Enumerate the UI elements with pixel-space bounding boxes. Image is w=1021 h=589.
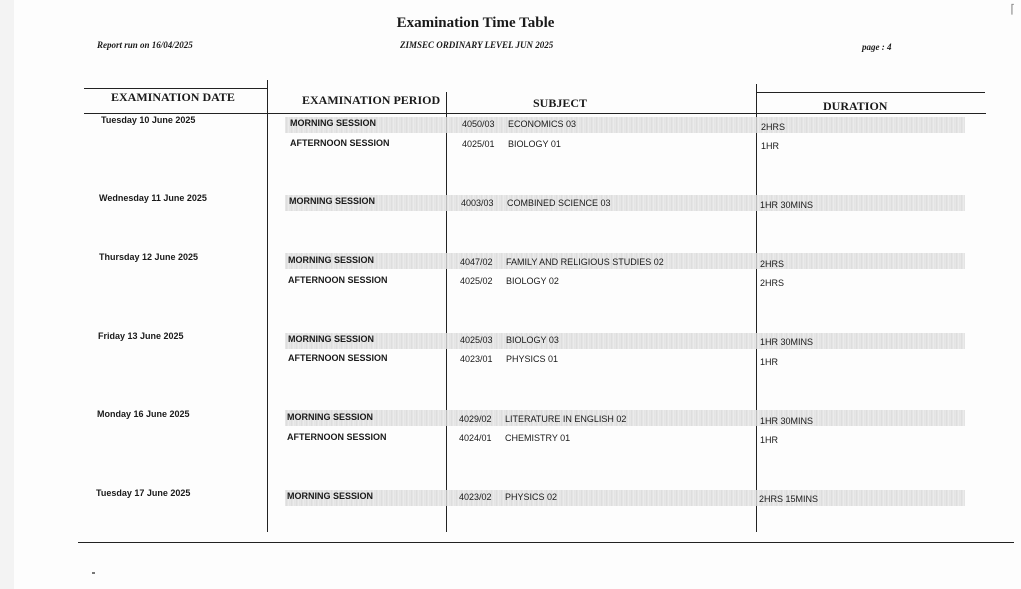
corner-mark: ⌈ <box>1010 2 1015 16</box>
exam-duration: 1HR <box>761 141 780 151</box>
subject-entry <box>462 119 576 129</box>
exam-duration: 2HRS 15MINS <box>759 494 819 504</box>
subject-name: BIOLOGY 01 <box>508 139 561 149</box>
exam-period: MORNING SESSION <box>288 334 375 344</box>
row-shading <box>285 490 965 506</box>
subject-code: 4050/03 <box>462 119 495 129</box>
row-shading <box>285 117 965 133</box>
exam-date: Thursday 12 June 2025 <box>99 252 199 262</box>
subject-name: PHYSICS 02 <box>505 492 558 502</box>
subject-entry <box>461 198 611 208</box>
page-number: page : 4 <box>862 42 892 52</box>
subject-code: 4023/01 <box>460 354 493 364</box>
subject-entry <box>462 139 561 149</box>
page-edge <box>0 0 14 589</box>
row-shading <box>285 333 965 349</box>
subject-entry <box>460 335 559 345</box>
subject-entry <box>460 276 559 286</box>
exam-period: AFTERNOON SESSION <box>290 138 390 148</box>
exam-subtitle: ZIMSEC ORDINARY LEVEL JUN 2025 <box>400 40 554 50</box>
subject-code: 4003/03 <box>461 198 494 208</box>
subject-entry <box>460 354 558 364</box>
subject-name: BIOLOGY 02 <box>506 276 559 286</box>
exam-duration: 1HR 30MINS <box>760 200 814 210</box>
subject-code: 4029/02 <box>459 414 492 424</box>
exam-period: AFTERNOON SESSION <box>287 432 387 442</box>
scan-speck <box>92 572 95 574</box>
header-subject: SUBJECT <box>533 96 588 110</box>
subject-code: 4024/01 <box>459 433 492 443</box>
exam-duration: 2HRS <box>760 278 785 288</box>
subject-code: 4025/02 <box>460 276 493 286</box>
subject-entry <box>459 492 557 502</box>
exam-period: AFTERNOON SESSION <box>288 353 388 363</box>
column-divider-3 <box>756 84 757 532</box>
subject-name: COMBINED SCIENCE 03 <box>507 198 611 208</box>
exam-period: MORNING SESSION <box>290 118 377 128</box>
subject-name: ECONOMICS 03 <box>508 119 577 129</box>
header-examination-period: EXAMINATION PERIOD <box>302 93 441 107</box>
exam-duration: 1HR <box>760 357 779 367</box>
exam-period: AFTERNOON SESSION <box>288 275 388 285</box>
exam-duration: 1HR 30MINS <box>760 337 814 347</box>
exam-duration: 1HR <box>760 435 779 445</box>
subject-code: 4025/03 <box>460 335 493 345</box>
exam-date: Friday 13 June 2025 <box>98 331 184 341</box>
header-duration: DURATION <box>823 99 888 113</box>
subject-entry <box>459 414 626 424</box>
header-top-rule <box>84 88 268 89</box>
exam-period: MORNING SESSION <box>289 196 376 206</box>
column-divider-2 <box>446 92 447 532</box>
table-bottom-rule <box>78 542 1014 543</box>
subject-name: CHEMISTRY 01 <box>505 433 571 443</box>
report-run-date: Report run on 16/04/2025 <box>97 40 193 50</box>
document-title: Examination Time Table <box>396 15 555 31</box>
subject-name: BIOLOGY 03 <box>506 335 559 345</box>
column-divider-1 <box>267 80 268 532</box>
header-top-rule-right <box>757 92 985 93</box>
header-examination-date: EXAMINATION DATE <box>111 90 235 104</box>
row-shading <box>285 195 965 211</box>
exam-date: Monday 16 June 2025 <box>97 409 190 419</box>
exam-duration: 1HR 30MINS <box>760 416 814 426</box>
subject-code: 4023/02 <box>459 492 492 502</box>
exam-period: MORNING SESSION <box>288 255 375 265</box>
exam-date: Wednesday 11 June 2025 <box>99 193 207 203</box>
subject-entry <box>459 433 570 443</box>
exam-period: MORNING SESSION <box>287 491 374 501</box>
subject-code: 4025/01 <box>462 139 495 149</box>
exam-date: Tuesday 17 June 2025 <box>96 488 191 498</box>
subject-entry <box>460 257 664 267</box>
exam-duration: 2HRS <box>760 259 785 269</box>
subject-name: LITERATURE IN ENGLISH 02 <box>505 414 627 424</box>
subject-name: PHYSICS 01 <box>506 354 559 364</box>
exam-date: Tuesday 10 June 2025 <box>101 115 196 125</box>
exam-duration: 2HRS <box>761 122 786 132</box>
subject-code: 4047/02 <box>460 257 493 267</box>
exam-period: MORNING SESSION <box>287 412 374 422</box>
subject-name: FAMILY AND RELIGIOUS STUDIES 02 <box>506 257 664 267</box>
